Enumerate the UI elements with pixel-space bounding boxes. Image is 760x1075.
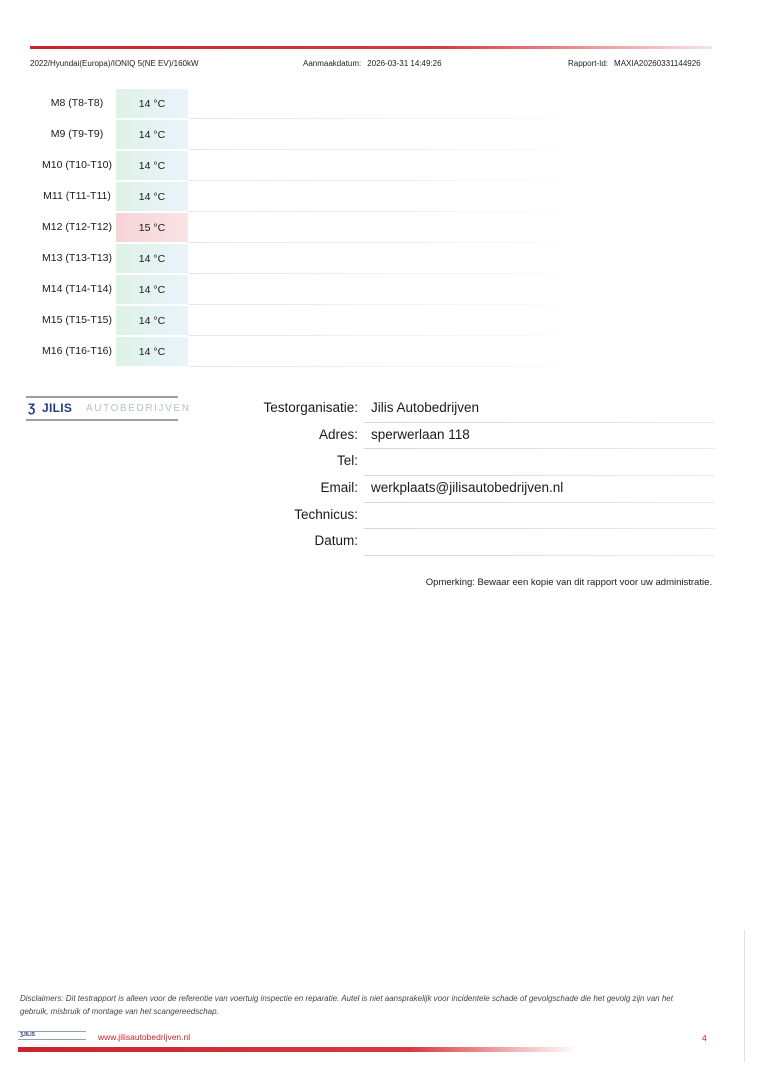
footer-rule xyxy=(18,1047,578,1052)
logo-bottom-bar xyxy=(26,419,178,421)
creation-date-value: 2026-03-31 14:49:26 xyxy=(367,59,442,68)
footer-logo-bottom-bar xyxy=(18,1039,86,1040)
module-label: M15 (T15-T15) xyxy=(41,314,113,326)
info-row-datum xyxy=(200,529,715,556)
temperature-value: 14 °C xyxy=(116,89,188,118)
info-row-email xyxy=(200,476,715,503)
vehicle-model: 2022/Hyundai(Europa)/IONIQ 5(NE EV)/160kW xyxy=(30,59,199,68)
info-row-technicus xyxy=(200,503,715,530)
temperature-table xyxy=(38,88,558,367)
info-label: Tel: xyxy=(336,453,358,469)
disclaimer-text: Disclaimers: Dit testrapport is alleen voor de referentie van voertuig inspectie en reparatie. Autel is niet aansprakelijk voor incidentele schade of gevolgschade die het gevolg zijn van het gebruik, misbruik of montage van het scangereedschap. xyxy=(20,994,673,1016)
table-row xyxy=(38,336,558,367)
report-id xyxy=(568,59,701,68)
info-label: Testorganisatie: xyxy=(263,400,358,415)
table-row xyxy=(38,150,558,181)
table-row xyxy=(38,212,558,243)
table-row xyxy=(38,274,558,305)
table-row xyxy=(38,181,558,212)
module-label: M13 (T13-T13) xyxy=(41,252,113,264)
info-label: Datum: xyxy=(314,533,358,549)
creation-date xyxy=(303,59,442,68)
info-value: Jilis Autobedrijven xyxy=(371,400,480,415)
website-link[interactable]: www.jilisautobedrijven.nl xyxy=(98,1032,191,1042)
header-rule xyxy=(30,46,712,49)
footer-logo xyxy=(18,1031,86,1040)
info-label: Technicus: xyxy=(294,506,358,522)
logo-brand: JILIS xyxy=(42,401,73,415)
module-label: M10 (T10-T10) xyxy=(41,159,113,171)
info-row-testorganisatie xyxy=(200,396,715,423)
creation-date-label: Aanmaakdatum: xyxy=(303,59,362,68)
report-id-label: Rapport-Id: xyxy=(568,59,609,68)
table-row xyxy=(38,88,558,119)
info-value: werkplaats@jilisautobedrijven.nl xyxy=(371,480,564,496)
temperature-value: 14 °C xyxy=(116,337,188,366)
temperature-value: 14 °C xyxy=(116,182,188,211)
info-label: Email: xyxy=(320,480,358,496)
company-logo xyxy=(26,396,191,421)
table-row xyxy=(38,305,558,336)
info-value: sperwerlaan 118 xyxy=(371,426,470,442)
report-id-value: MAXIA20260331144926 xyxy=(614,59,701,68)
temperature-value: 14 °C xyxy=(116,120,188,149)
info-underline xyxy=(364,555,715,556)
temperature-value: 14 °C xyxy=(116,275,188,304)
info-row-adres xyxy=(200,423,715,450)
page-number: 4 xyxy=(702,1033,707,1043)
temperature-value: 14 °C xyxy=(116,306,188,335)
logo-subtitle: AUTOBEDRIJVEN xyxy=(86,403,191,414)
temperature-value-high: 15 °C xyxy=(116,213,188,242)
module-label: M8 (T8-T8) xyxy=(50,97,104,109)
remark-note: Opmerking: Bewaar een kopie van dit rapport voor uw administratie. xyxy=(425,577,712,588)
table-row xyxy=(38,119,558,150)
footer-logo-text: ƷJILIS xyxy=(20,1032,36,1038)
module-label: M9 (T9-T9) xyxy=(50,128,104,140)
table-row xyxy=(38,243,558,274)
temperature-value: 14 °C xyxy=(116,244,188,273)
module-label: M12 (T12-T12) xyxy=(41,221,113,233)
page-edge xyxy=(744,930,745,1062)
info-label: Adres: xyxy=(318,426,358,442)
module-label: M16 (T16-T16) xyxy=(41,345,113,357)
temperature-value: 14 °C xyxy=(116,151,188,180)
row-divider xyxy=(188,366,558,367)
module-label: M11 (T11-T11) xyxy=(43,190,111,202)
organisation-info xyxy=(200,396,715,556)
info-row-tel xyxy=(200,449,715,476)
logo-top-bar xyxy=(26,396,178,398)
logo-mark-icon: Ʒ xyxy=(28,401,36,415)
module-label: M14 (T14-T14) xyxy=(41,283,113,295)
